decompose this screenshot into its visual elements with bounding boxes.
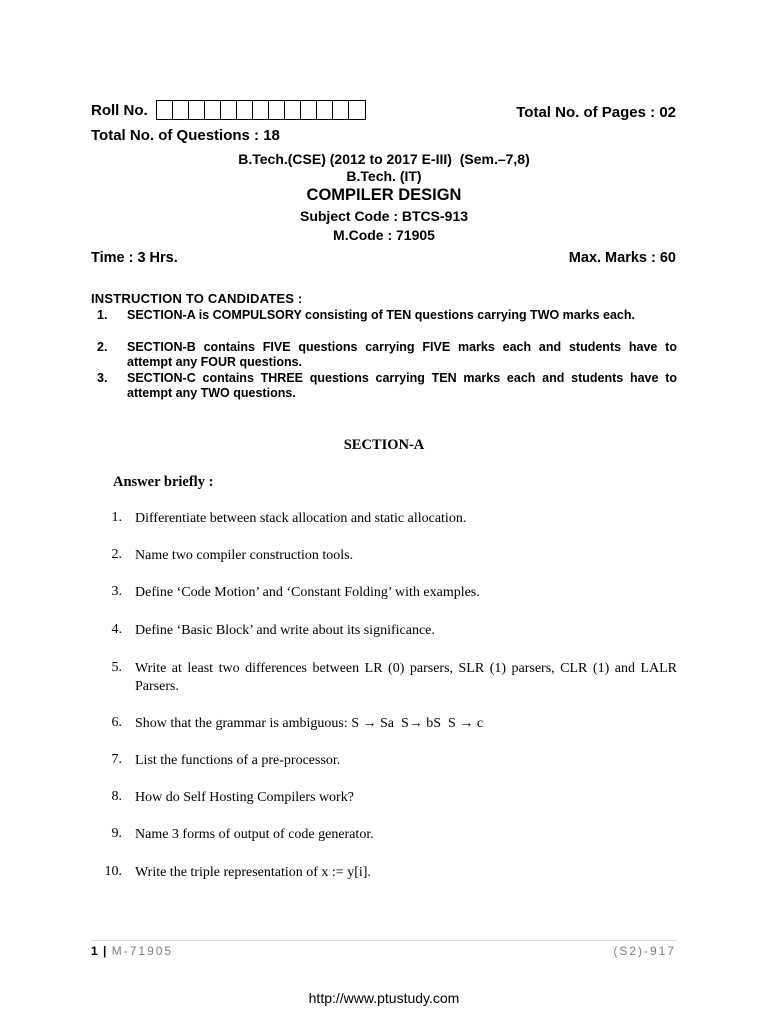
section-a-title: SECTION-A <box>343 437 425 453</box>
course-line-2: B.Tech. (IT) <box>346 168 422 184</box>
footer-url[interactable]: http://www.ptustudy.com <box>308 990 460 1006</box>
question-item: 1. Differentiate between stack allocation and static allocation. <box>111 510 467 526</box>
instruction-item: 1. SECTION-A is COMPULSORY consisting of TEN questions carrying TWO marks each. <box>97 308 635 322</box>
instruction-item: 2. SECTION-B contains FIVE questions carrying FIVE marks each and students have to attempt any FOUR questions. <box>97 340 677 369</box>
page-number: 1 <box>91 944 98 958</box>
roll-number-row <box>91 100 366 120</box>
question-item: 10. Write the triple representation of x := y[i]. <box>104 864 371 880</box>
instruction-item: 3. SECTION-C contains THREE questions carrying TEN marks each and students have to attempt any TWO questions. <box>97 371 677 400</box>
instructions-title: INSTRUCTION TO CANDIDATES : <box>91 291 303 306</box>
roll-number-boxes <box>156 100 366 120</box>
question-item: 7. List the functions of a pre-processor. <box>111 752 341 768</box>
footer-page-code <box>91 944 173 958</box>
question-item: 8. How do Self Hosting Compilers work? <box>111 789 354 805</box>
question-item: 3. Define ‘Code Motion’ and ‘Constant Folding’ with examples. <box>111 584 480 600</box>
subject-code: Subject Code : BTCS-913 <box>299 208 469 224</box>
max-marks: Max. Marks : 60 <box>568 250 676 266</box>
question-item: 6. Show that the grammar is ambiguous: S → Sa S→ bS S → c <box>111 715 484 731</box>
question-item: 5. Write at least two differences between LR (0) parsers, SLR (1) parsers, CLR (1) and LALR Parsers. <box>111 660 677 694</box>
footer-separator: | <box>103 944 107 958</box>
footer-divider <box>91 940 677 941</box>
m-code: M.Code : 71905 <box>333 227 435 243</box>
footer-right-code: (S2)-917 <box>613 944 676 958</box>
question-item: 4. Define ‘Basic Block’ and write about its significance. <box>111 622 435 638</box>
roll-label: Roll No. <box>91 101 148 119</box>
question-item: 9. Name 3 forms of output of code generator. <box>111 826 374 842</box>
footer-left-code: M-71905 <box>111 944 174 958</box>
exam-time: Time : 3 Hrs. <box>91 250 178 266</box>
question-item: 2. Name two compiler construction tools. <box>111 547 354 563</box>
total-pages: Total No. of Pages : 02 <box>516 104 676 121</box>
course-line-1: B.Tech.(CSE) (2012 to 2017 E-III) (Sem.–7,8) <box>238 151 530 167</box>
answer-briefly-prompt: Answer briefly : <box>113 474 214 490</box>
total-questions: Total No. of Questions : 18 <box>91 127 280 144</box>
subject-title: COMPILER DESIGN <box>306 186 462 204</box>
